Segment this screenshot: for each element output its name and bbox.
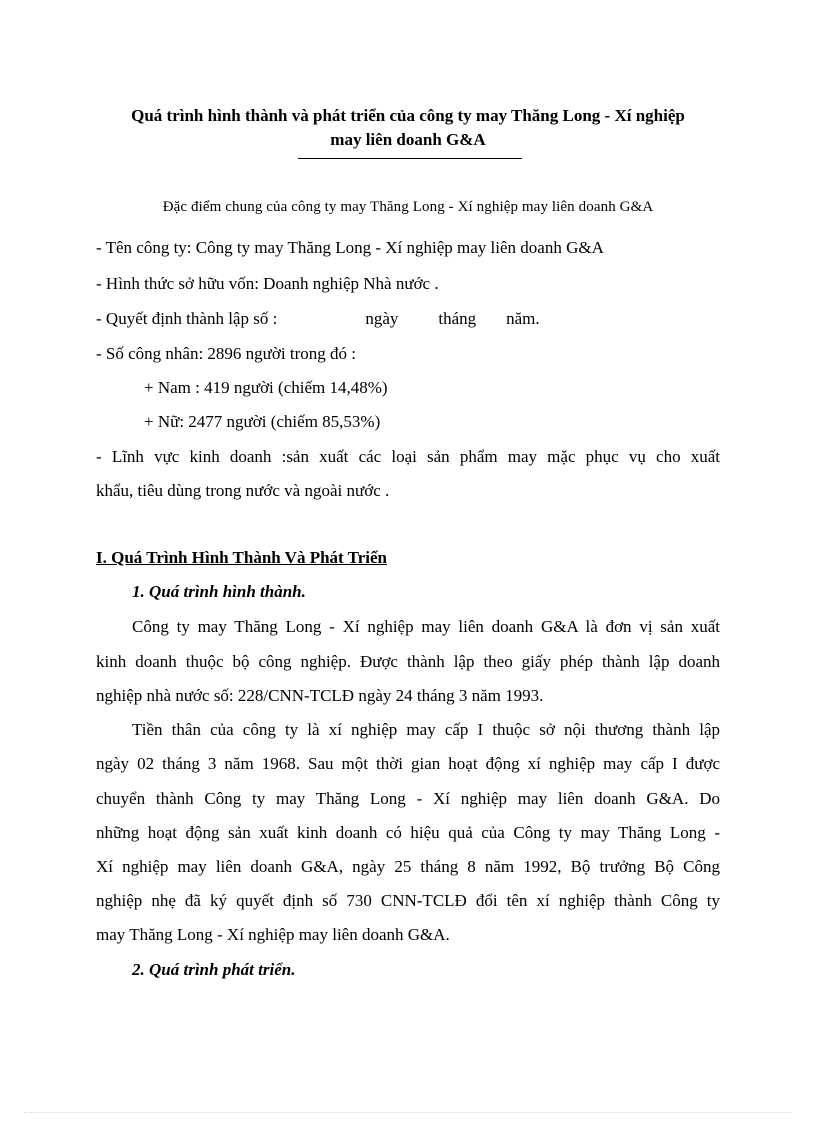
subsection-1-heading: 1. Quá trình hình thành. <box>132 582 306 601</box>
para-2-line-2: ngày 02 tháng 3 năm 1968. Sau một thời gian hoạt động xí nghiệp may cấp I được <box>96 754 720 773</box>
para-2-line-7: may Thăng Long - Xí nghiệp may liên doanh G&A. <box>96 925 450 944</box>
decision-year: năm. <box>506 309 540 328</box>
info-business-line-1: - Lĩnh vực kinh doanh :sản xuất các loại sản phẩm may mặc phục vụ cho xuất <box>96 447 720 466</box>
page-bottom-dotted-rule <box>24 1112 792 1113</box>
title-line-1: Quá trình hình thành và phát triển của công ty may Thăng Long - Xí nghiệp <box>131 106 685 125</box>
document-title <box>96 104 720 152</box>
info-company-name: - Tên công ty: Công ty may Thăng Long - Xí nghiệp may liên doanh G&A <box>96 238 604 257</box>
info-decision <box>96 307 720 331</box>
decision-month: tháng <box>438 309 477 328</box>
para-2-line-6: nghiệp nhẹ đã ký quyết định số 730 CNN-TCLĐ đổi tên xí nghiệp thành Công ty <box>96 891 720 910</box>
decision-day: ngày <box>365 309 399 328</box>
info-business-line-2: khẩu, tiêu dùng trong nước và ngoài nước . <box>96 481 390 500</box>
title-underline-rule <box>298 158 522 159</box>
decision-label: - Quyết định thành lập số : <box>96 309 278 328</box>
info-workers-male: + Nam : 419 người (chiếm 14,48%) <box>144 378 388 397</box>
para-1-line-2: kinh doanh thuộc bộ công nghiệp. Được thành lập theo giấy phép thành lập doanh <box>96 652 720 671</box>
info-workers-female: + Nữ: 2477 người (chiếm 85,53%) <box>144 412 381 431</box>
para-2-line-3: chuyển thành Công ty may Thăng Long - Xí nghiệp may liên doanh G&A. Do <box>96 789 720 808</box>
para-2-line-4: những hoạt động sản xuất kinh doanh có hiệu quả của Công ty may Thăng Long - <box>96 823 720 842</box>
title-line-2: may liên doanh G&A <box>330 130 486 149</box>
para-2-line-5: Xí nghiệp may liên doanh G&A, ngày 25 tháng 8 năm 1992, Bộ trưởng Bộ Công <box>96 857 720 876</box>
para-1-line-1: Công ty may Thăng Long - Xí nghiệp may liên doanh G&A là đơn vị sản xuất <box>132 617 720 636</box>
subsection-2-heading: 2. Quá trình phát triển. <box>132 960 296 979</box>
section-1-heading: I. Quá Trình Hình Thành Và Phát Triển <box>96 548 388 567</box>
info-ownership: - Hình thức sở hữu vốn: Doanh nghiệp Nhà nước . <box>96 274 439 293</box>
para-2-line-1: Tiền thân của công ty là xí nghiệp may cấp I thuộc sở nội thương thành lập <box>132 720 720 739</box>
document-subtitle: Đặc điểm chung của công ty may Thăng Long - Xí nghiệp may liên doanh G&A <box>162 199 654 215</box>
para-1-line-3: nghiệp nhà nước số: 228/CNN-TCLĐ ngày 24 tháng 3 năm 1993. <box>96 686 544 705</box>
info-workers: - Số công nhân: 2896 người trong đó : <box>96 344 356 363</box>
